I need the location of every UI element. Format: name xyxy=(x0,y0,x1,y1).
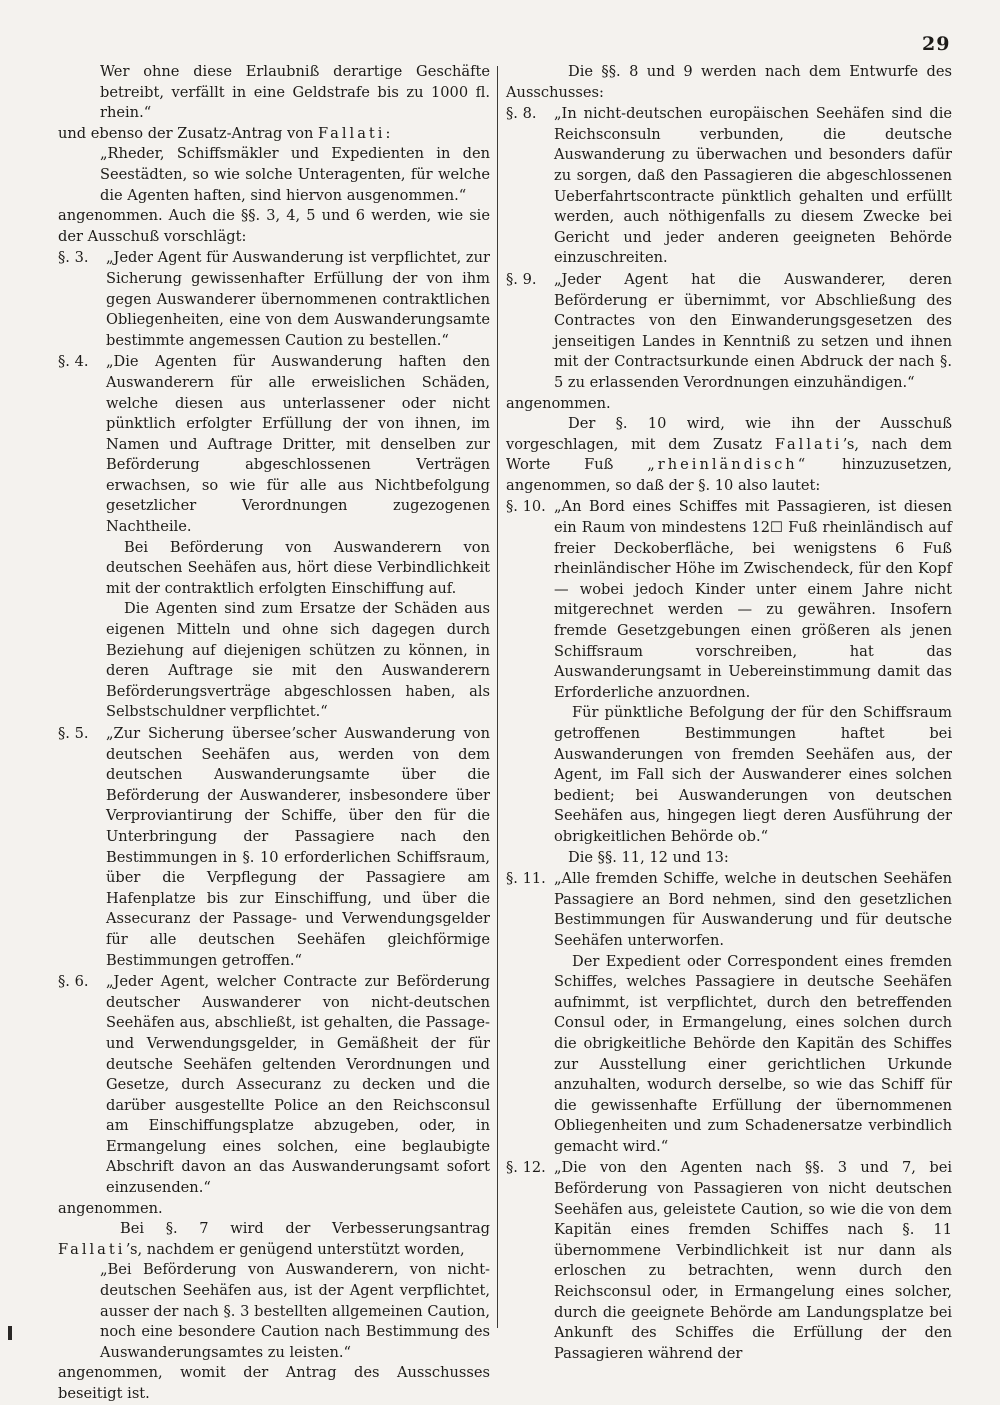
section-text: „Zur Sicherung überseeʼscher Auswanderung von deutschen Seehäfen aus, werden von dem deutschen Auswanderungsamte über die Beförderung der Auswanderer, insbesondere über Verproviantirung der Schiffe, über den für die Unterbringung der Passagiere nach den Bestimmungen in §. 10 erforderlichen Schiffsraum, über die Verpflegung der Passagiere am Hafenplatze bis zur Einschiffung, und über die Assecuranz der Passage- und Verwendungsgelder für alle deutschen Seehäfen gleichförmige Bestimmungen getroffen.“ xyxy=(106,725,490,969)
section-number: §. 9. xyxy=(506,270,537,288)
section-body xyxy=(554,497,952,847)
text-run: ʼs, nachdem er genügend unterstützt worden, xyxy=(125,1240,465,1258)
quoted-amendment: „Rheder, Schiffsmäkler und Expedienten in den Seestädten, so wie solche Unteragenten, für welche die Agenten haften, sind hiervon ausgenommen.“ xyxy=(100,145,490,204)
section-body xyxy=(554,104,952,269)
section-number: §. 6. xyxy=(58,973,89,991)
paragraph: angenommen. xyxy=(506,394,611,412)
section-5 xyxy=(58,724,490,971)
section-number: §. 10. xyxy=(506,498,546,516)
paragraph xyxy=(506,414,952,496)
left-column xyxy=(58,62,490,1402)
paragraph: Die §§. 11, 12 und 13: xyxy=(568,848,729,866)
section-text: Für pünktliche Befolgung der für den Schiffsraum getroffenen Bestimmungen haftet bei Auswanderungen von fremden Seehäfen aus, der Agent, im Fall sich der Auswanderer eines solchen bedient; bei Auswanderungen von deutschen Seehäfen aus, hingegen liegt deren Ausführung der obrigkeitlichen Behörde ob.“ xyxy=(554,704,952,845)
section-10 xyxy=(506,497,952,847)
section-body xyxy=(554,1158,952,1364)
paragraph: Die §§. 8 und 9 werden nach dem Entwurfe des Ausschusses: xyxy=(506,63,952,101)
section-11 xyxy=(506,869,952,1157)
section-body xyxy=(106,724,490,971)
section-number: §. 8. xyxy=(506,105,537,123)
name-spaced: Fallati xyxy=(774,435,843,453)
section-body xyxy=(106,352,490,723)
paragraph xyxy=(58,1219,490,1260)
section-12 xyxy=(506,1158,952,1364)
scan-margin-mark xyxy=(8,1326,12,1340)
section-text: „Alle fremden Schiffe, welche in deutschen Seehäfen Passagiere an Bord nehmen, sind den gesetzlichen Bestimmungen für Auswanderung und für deutsche Seehäfen unterworfen. xyxy=(554,870,952,949)
paragraph: angenommen. Auch die §§. 3, 4, 5 und 6 werden, wie sie der Ausschuß vorschlägt: xyxy=(58,207,490,245)
page-number: 29 xyxy=(922,33,951,55)
quoted-amendment: „Bei Beförderung von Auswanderern, von nicht-deutschen Seehäfen aus, ist der Agent verpflichtet, ausser der nach §. 3 bestellten allgemeinen Caution, noch eine besondere Caution nach Bestimmung des Auswanderungsamtes zu leisten.“ xyxy=(100,1261,490,1361)
paragraph: angenommen. xyxy=(58,1199,163,1217)
section-text: Bei Beförderung von Auswanderern von deutschen Seehäfen aus, hört diese Verbindlichkeit mit der contraktlich erfolgten Einschiffung auf. xyxy=(106,538,490,597)
section-number: §. 11. xyxy=(506,870,546,888)
section-text: Die Agenten sind zum Ersatze der Schäden aus eigenen Mitteln und ohne sich dagegen durch Beziehung auf diejenigen schützen zu können, in deren Auftrage sie mit den Auswanderern Beförderungsverträge abgeschlossen haben, als Selbstschuldner verpflichtet.“ xyxy=(106,600,490,721)
name-spaced: Fallati xyxy=(58,1240,126,1258)
text-run: : xyxy=(385,124,391,142)
section-text: „In nicht-deutschen europäischen Seehäfen sind die Reichsconsuln verbunden, die deutsche Auswanderung zu überwachen und besonders dafür zu sorgen, daß den Passagieren die abgeschlossenen Ueberfahrtscontracte pünktlich gehalten und erfüllt werden, auch nöthigenfalls zu diesem Zwecke bei Gericht und jeder anderen geeigneten Behörde einzuschreiten. xyxy=(554,105,952,267)
section-number: §. 5. xyxy=(58,725,89,742)
name-spaced: Fallati xyxy=(318,124,386,142)
section-4 xyxy=(58,352,490,723)
section-body xyxy=(106,248,490,351)
section-text: Der Expedient oder Correspondent eines fremden Schiffes, welches Passagiere in deutsche Seehäfen aufnimmt, ist verpflichtet, durch den betreffenden Consul oder, in Ermangelung, eines solchen durch die obrigkeitliche Behörde den Kapitän des Schiffes zur Ausstellung einer gerichtlichen Urkunde anzuhalten, wodurch derselbe, so wie das Schiff für die gewissenhafte Erfüllung der übernommenen Obliegenheiten und zum Schadenersatze verbindlich gemacht wird.“ xyxy=(554,952,952,1155)
column-divider xyxy=(497,66,498,1328)
section-text: „Jeder Agent für Auswanderung ist verpflichtet, zur Sicherung gewissenhafter Erfüllung der von ihm gegen Auswanderer übernommenen contraktlichen Obliegenheiten, eine von dem Auswanderungsamte bestimmte angemessen Caution zu bestellen.“ xyxy=(106,249,490,349)
text-run: Der §. 10 wird, wie ihn der Ausschuß vorgeschlagen, mit dem Zusatz xyxy=(506,415,952,453)
right-column xyxy=(506,62,952,1362)
section-8 xyxy=(506,104,952,269)
text-run: und ebenso der Zusatz-Antrag von xyxy=(58,124,319,142)
text-run: Bei §. 7 wird der Verbesserungsantrag xyxy=(120,1220,490,1238)
section-text: „Jeder Agent, welcher Contracte zur Beförderung deutscher Auswanderer von nicht-deutschen Seehäfen aus, abschließt, ist gehalten, die Passage- und Verwendungsgelder, in Gemäßheit der für deutsche Seehäfen geltenden Verordnungen und Gesetze, durch Assecuranz zu decken und die darüber ausgestellte Police an den Reichsconsul am Einschiffungsplatze abzugeben, oder, in Ermangelung eines solchen, eine beglaubigte Abschrift davon an das Auswanderungsamt sofort einzusenden.“ xyxy=(106,973,490,1197)
paragraph: angenommen, womit der Antrag des Ausschusses beseitigt ist. xyxy=(58,1364,490,1402)
word-spaced: „rheinländisch“ xyxy=(647,456,809,474)
text-run: hinzuzusetzen, angenommen, so daß der §. 10 also lautet: xyxy=(506,456,952,494)
section-6 xyxy=(58,972,490,1199)
text-run: ʼs, nach dem Worte Fuß xyxy=(506,435,952,474)
section-number: §. 4. xyxy=(58,353,89,371)
section-text: „Jeder Agent hat die Auswanderer, deren Beförderung er übernimmt, vor Abschließung des Contractes von den Einwanderungsgesetzen des jenseitigen Landes in Kenntniß zu setzen und ihnen mit der Contractsurkunde einen Abdruck der nach §. 5 zu erlassenden Verordnungen einzuhändigen.“ xyxy=(554,270,952,391)
section-number: §. 3. xyxy=(58,249,89,267)
section-body xyxy=(554,869,952,1157)
paragraph xyxy=(58,124,490,145)
section-body xyxy=(106,972,490,1199)
paragraph: Wer ohne diese Erlaubniß derartige Geschäfte betreibt, verfällt in eine Geldstrafe bis zu 1000 fl. rhein.“ xyxy=(100,63,490,122)
section-text: „Die Agenten für Auswanderung haften den Auswanderern für alle erweislichen Schäden, welche diesen aus unterlassener oder nicht pünktlich erfolgter Erfüllung der von ihnen, im Namen und Auftrage Dritter, mit denselben zur Beförderung abgeschlossenen Verträgen erwachsen, so wie für alle aus Nichtbefolgung gesetzlicher Verordnungen zugezogenen Nachtheile. xyxy=(106,353,490,536)
section-body xyxy=(554,270,952,394)
section-text: „Die von den Agenten nach §§. 3 und 7, bei Beförderung von Passagieren von nicht deutschen Seehäfen aus, geleistete Caution, so wie die von dem Kapitän eines fremden Schiffes nach §. 11 übernommene Verbindlichkeit ist nur dann als erloschen zu betrachten, wenn durch den Reichsconsul oder, in Ermangelung eines solcher, durch die geeignete Behörde am Landungsplatze bei Ankunft des Schiffes die Erfüllung der den Passagieren während der xyxy=(554,1159,952,1362)
section-number: §. 12. xyxy=(506,1159,546,1177)
section-9 xyxy=(506,270,952,394)
section-3 xyxy=(58,248,490,351)
section-text: „An Bord eines Schiffes mit Passagieren, ist diesen ein Raum von mindestens 12☐ Fuß rheinländisch auf freier Deckoberfläche, bei wenigstens 6 Fuß rheinländischer Höhe im Zwischendeck, für den Kopf — wobei jedoch Kinder unter einem Jahre nicht mitgerechnet werden — zu gewähren. Insofern fremde Gesetzgebungen einen größeren als jenen Schiffsraum vorschreiben, hat das Auswanderungsamt in Uebereinstimmung damit das Erforderliche anzuordnen. xyxy=(554,498,952,701)
